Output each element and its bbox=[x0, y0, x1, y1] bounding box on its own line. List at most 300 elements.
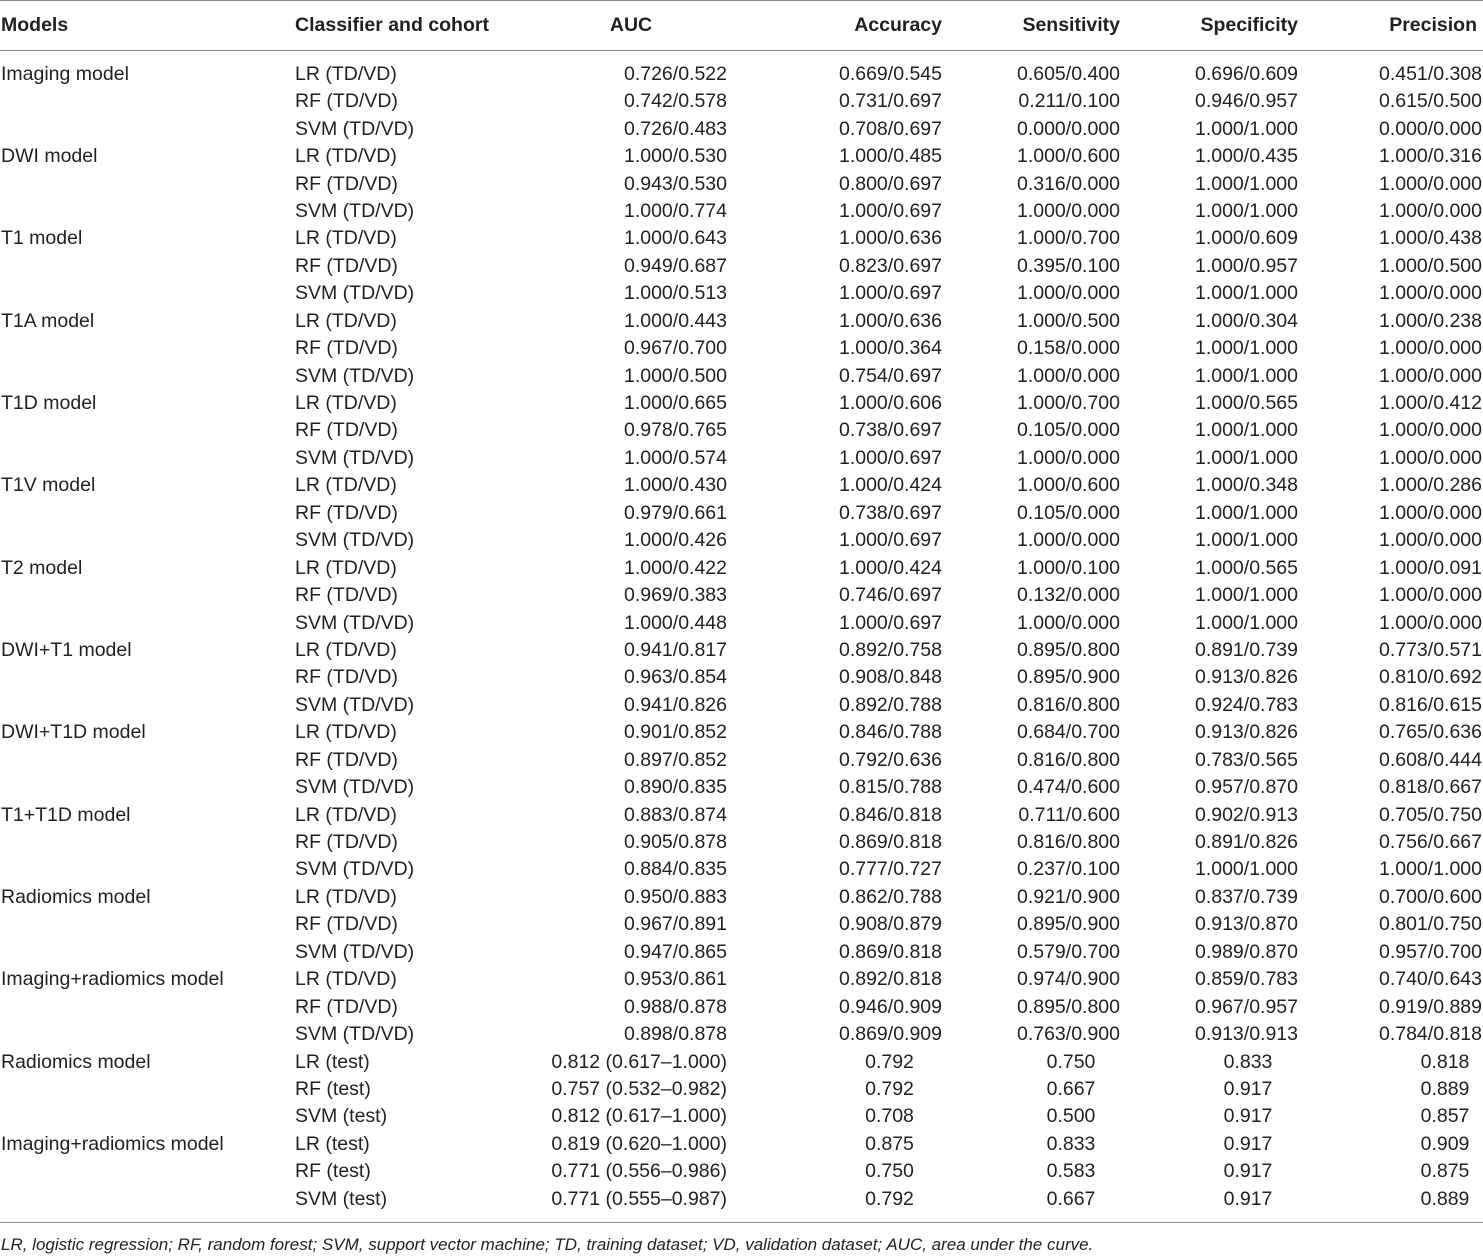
cell-classifier: SVM (test) bbox=[295, 1186, 517, 1223]
table-row bbox=[0, 170, 1483, 197]
cell-accuracy: 1.000/0.697 bbox=[838, 446, 942, 469]
header-classifier: Classifier and cohort bbox=[295, 1, 517, 51]
cell-specificity: 0.989/0.870 bbox=[1194, 940, 1298, 963]
cell-accuracy: 0.746/0.697 bbox=[838, 584, 942, 607]
cell-model: Imaging+radiomics model bbox=[1, 1132, 224, 1155]
cell-precision: 1.000/0.000 bbox=[1378, 172, 1482, 195]
cell-precision: 1.000/0.000 bbox=[1378, 501, 1482, 524]
cell-accuracy: 0.892/0.788 bbox=[838, 693, 942, 716]
table-row bbox=[0, 966, 1483, 993]
cell-sensitivity: 1.000/0.000 bbox=[1016, 446, 1120, 469]
cell-sensitivity: 1.000/0.600 bbox=[1016, 474, 1120, 497]
cell-sensitivity: 0.605/0.400 bbox=[1016, 63, 1120, 85]
table-row bbox=[0, 801, 1483, 828]
cell-precision: 0.615/0.500 bbox=[1378, 90, 1482, 113]
cell-specificity: 0.891/0.826 bbox=[1194, 831, 1298, 854]
cell-classifier: SVM (TD/VD) bbox=[295, 117, 415, 140]
cell-sensitivity: 0.579/0.700 bbox=[1016, 940, 1120, 963]
cell-model bbox=[0, 1158, 295, 1185]
cell-specificity: 0.917 bbox=[1223, 1160, 1273, 1183]
cell-precision: 1.000/0.238 bbox=[1378, 309, 1482, 332]
cell-sensitivity: 1.000/0.000 bbox=[1016, 364, 1120, 387]
table-row bbox=[0, 692, 1483, 719]
cell-specificity: 1.000/0.565 bbox=[1194, 392, 1298, 415]
cell-precision: 1.000/0.000 bbox=[1378, 199, 1482, 222]
table-row bbox=[0, 637, 1483, 664]
table-body bbox=[0, 51, 1483, 1223]
cell-sensitivity: 1.000/0.600 bbox=[1016, 145, 1120, 168]
cell-model bbox=[0, 1186, 295, 1223]
cell-auc: 1.000/0.448 bbox=[623, 611, 727, 634]
cell-classifier: SVM (TD/VD) bbox=[295, 529, 415, 552]
cell-precision: 0.700/0.600 bbox=[1378, 885, 1482, 908]
cell-classifier: RF (TD/VD) bbox=[295, 501, 398, 524]
cell-auc: 1.000/0.774 bbox=[623, 199, 727, 222]
table-row bbox=[0, 1048, 1483, 1075]
cell-model bbox=[0, 253, 295, 280]
header-precision: Precision bbox=[1298, 1, 1483, 51]
cell-specificity: 1.000/1.000 bbox=[1194, 337, 1298, 360]
cell-sensitivity: 0.750 bbox=[1046, 1050, 1096, 1073]
cell-specificity: 0.902/0.913 bbox=[1194, 803, 1298, 826]
table-row bbox=[0, 1076, 1483, 1103]
cell-classifier: LR (TD/VD) bbox=[295, 638, 397, 661]
cell-accuracy: 0.862/0.788 bbox=[838, 885, 942, 908]
cell-sensitivity: 0.763/0.900 bbox=[1016, 1023, 1120, 1046]
cell-specificity: 0.967/0.957 bbox=[1194, 995, 1298, 1018]
cell-sensitivity: 0.974/0.900 bbox=[1016, 968, 1120, 991]
cell-precision: 1.000/0.500 bbox=[1378, 254, 1482, 277]
cell-accuracy: 0.792/0.636 bbox=[838, 748, 942, 771]
table-row bbox=[0, 1158, 1483, 1185]
cell-auc: 0.941/0.826 bbox=[623, 693, 727, 716]
table-row bbox=[0, 719, 1483, 746]
cell-model: DWI+T1D model bbox=[1, 721, 146, 744]
cell-precision: 0.818 bbox=[1420, 1050, 1470, 1073]
table-row bbox=[0, 472, 1483, 499]
cell-specificity: 1.000/1.000 bbox=[1194, 858, 1298, 881]
cell-model bbox=[0, 664, 295, 691]
cell-model bbox=[0, 582, 295, 609]
cell-precision: 0.857 bbox=[1420, 1105, 1470, 1128]
cell-specificity: 1.000/1.000 bbox=[1194, 611, 1298, 634]
cell-accuracy: 1.000/0.636 bbox=[838, 227, 942, 250]
cell-classifier: RF (test) bbox=[295, 1077, 371, 1100]
cell-auc: 0.978/0.765 bbox=[623, 419, 727, 442]
cell-classifier: SVM (TD/VD) bbox=[295, 940, 415, 963]
cell-auc: 0.901/0.852 bbox=[623, 721, 727, 744]
cell-specificity: 0.957/0.870 bbox=[1194, 776, 1298, 799]
cell-model bbox=[0, 88, 295, 115]
cell-sensitivity: 1.000/0.000 bbox=[1016, 611, 1120, 634]
cell-auc: 0.812 (0.617–1.000) bbox=[551, 1050, 727, 1073]
cell-specificity: 1.000/1.000 bbox=[1194, 364, 1298, 387]
cell-sensitivity: 0.921/0.900 bbox=[1016, 885, 1120, 908]
cell-sensitivity: 0.500 bbox=[1046, 1105, 1096, 1128]
cell-precision: 0.919/0.889 bbox=[1378, 995, 1482, 1018]
table-row bbox=[0, 774, 1483, 801]
cell-classifier: LR (TD/VD) bbox=[295, 145, 397, 168]
cell-model: T1D model bbox=[1, 392, 97, 415]
cell-auc: 0.771 (0.556–0.986) bbox=[551, 1160, 727, 1183]
cell-auc: 0.943/0.530 bbox=[623, 172, 727, 195]
table-row bbox=[0, 445, 1483, 472]
cell-classifier: RF (test) bbox=[295, 1160, 371, 1183]
cell-specificity: 1.000/0.435 bbox=[1194, 145, 1298, 168]
cell-model bbox=[0, 609, 295, 636]
cell-auc: 0.757 (0.532–0.982) bbox=[551, 1077, 727, 1100]
cell-specificity: 1.000/1.000 bbox=[1194, 172, 1298, 195]
cell-model bbox=[0, 1021, 295, 1048]
cell-classifier: SVM (TD/VD) bbox=[295, 693, 415, 716]
cell-auc: 0.905/0.878 bbox=[623, 831, 727, 854]
cell-accuracy: 0.908/0.879 bbox=[838, 913, 942, 936]
cell-auc: 1.000/0.513 bbox=[623, 282, 727, 305]
cell-sensitivity: 1.000/0.000 bbox=[1016, 282, 1120, 305]
cell-accuracy: 0.892/0.818 bbox=[838, 968, 942, 991]
cell-sensitivity: 0.237/0.100 bbox=[1016, 858, 1120, 881]
cell-auc: 1.000/0.430 bbox=[623, 474, 727, 497]
cell-accuracy: 0.823/0.697 bbox=[838, 254, 942, 277]
cell-classifier: SVM (TD/VD) bbox=[295, 1023, 415, 1046]
cell-auc: 1.000/0.530 bbox=[623, 145, 727, 168]
cell-model: T1A model bbox=[1, 309, 95, 332]
cell-accuracy: 0.892/0.758 bbox=[838, 638, 942, 661]
cell-model bbox=[0, 335, 295, 362]
cell-specificity: 1.000/1.000 bbox=[1194, 529, 1298, 552]
cell-classifier: RF (TD/VD) bbox=[295, 254, 398, 277]
cell-specificity: 1.000/0.609 bbox=[1194, 227, 1298, 250]
cell-accuracy: 0.800/0.697 bbox=[838, 172, 942, 195]
cell-model: Radiomics model bbox=[1, 885, 151, 908]
table-row bbox=[0, 143, 1483, 170]
cell-precision: 0.740/0.643 bbox=[1378, 968, 1482, 991]
cell-auc: 1.000/0.426 bbox=[623, 529, 727, 552]
cell-precision: 0.784/0.818 bbox=[1378, 1023, 1482, 1046]
cell-accuracy: 0.708 bbox=[865, 1105, 914, 1128]
cell-specificity: 1.000/0.304 bbox=[1194, 309, 1298, 332]
cell-specificity: 1.000/0.348 bbox=[1194, 474, 1298, 497]
cell-sensitivity: 1.000/0.100 bbox=[1016, 556, 1120, 579]
cell-auc: 0.812 (0.617–1.000) bbox=[551, 1105, 727, 1128]
table-row bbox=[0, 115, 1483, 142]
cell-classifier: LR (TD/VD) bbox=[295, 392, 397, 415]
cell-accuracy: 1.000/0.697 bbox=[838, 199, 942, 222]
table-row bbox=[0, 51, 1483, 89]
cell-accuracy: 0.908/0.848 bbox=[838, 666, 942, 689]
cell-classifier: LR (TD/VD) bbox=[295, 474, 397, 497]
table-row bbox=[0, 253, 1483, 280]
cell-model bbox=[0, 747, 295, 774]
cell-precision: 1.000/0.000 bbox=[1378, 584, 1482, 607]
cell-precision: 1.000/0.000 bbox=[1378, 364, 1482, 387]
cell-precision: 0.957/0.700 bbox=[1378, 940, 1482, 963]
table-row bbox=[0, 911, 1483, 938]
table-row bbox=[0, 829, 1483, 856]
cell-classifier: SVM (TD/VD) bbox=[295, 282, 415, 305]
cell-specificity: 1.000/0.957 bbox=[1194, 254, 1298, 277]
cell-specificity: 0.913/0.913 bbox=[1194, 1023, 1298, 1046]
cell-accuracy: 1.000/0.424 bbox=[838, 474, 942, 497]
cell-model: T1 model bbox=[1, 227, 83, 250]
cell-classifier: LR (test) bbox=[295, 1132, 370, 1155]
cell-specificity: 0.917 bbox=[1223, 1077, 1273, 1100]
cell-precision: 0.756/0.667 bbox=[1378, 831, 1482, 854]
header-models: Models bbox=[0, 1, 295, 51]
cell-precision: 0.818/0.667 bbox=[1378, 776, 1482, 799]
cell-model: DWI model bbox=[1, 145, 98, 168]
cell-classifier: RF (TD/VD) bbox=[295, 995, 398, 1018]
cell-auc: 0.771 (0.555–0.987) bbox=[517, 1186, 727, 1223]
cell-precision: 0.705/0.750 bbox=[1378, 803, 1482, 826]
cell-precision: 1.000/0.000 bbox=[1378, 282, 1482, 305]
cell-classifier: LR (TD/VD) bbox=[295, 968, 397, 991]
table-row bbox=[0, 390, 1483, 417]
cell-sensitivity: 1.000/0.000 bbox=[1016, 529, 1120, 552]
cell-sensitivity: 0.132/0.000 bbox=[1016, 584, 1120, 607]
table-row bbox=[0, 362, 1483, 389]
cell-model bbox=[0, 198, 295, 225]
cell-classifier: LR (TD/VD) bbox=[295, 556, 397, 579]
cell-classifier: LR (TD/VD) bbox=[295, 63, 397, 85]
cell-accuracy: 0.731/0.697 bbox=[838, 90, 942, 113]
table-row bbox=[0, 554, 1483, 581]
table-row bbox=[0, 225, 1483, 252]
cell-model bbox=[0, 856, 295, 883]
cell-specificity: 1.000/1.000 bbox=[1194, 117, 1298, 140]
cell-auc: 0.897/0.852 bbox=[623, 748, 727, 771]
cell-precision: 0.801/0.750 bbox=[1378, 913, 1482, 936]
cell-accuracy: 1.000/0.697 bbox=[838, 529, 942, 552]
cell-model: Radiomics model bbox=[1, 1050, 151, 1073]
cell-accuracy: 0.738/0.697 bbox=[838, 501, 942, 524]
cell-classifier: LR (TD/VD) bbox=[295, 885, 397, 908]
cell-sensitivity: 0.684/0.700 bbox=[1016, 721, 1120, 744]
cell-auc: 0.819 (0.620–1.000) bbox=[551, 1132, 727, 1155]
cell-accuracy: 0.792 bbox=[865, 1077, 914, 1100]
cell-accuracy: 0.946/0.909 bbox=[838, 995, 942, 1018]
cell-precision: 1.000/0.412 bbox=[1378, 392, 1482, 415]
cell-auc: 0.726/0.483 bbox=[623, 117, 727, 140]
cell-sensitivity: 0.895/0.800 bbox=[1016, 638, 1120, 661]
table-row bbox=[0, 993, 1483, 1020]
header-row bbox=[0, 1, 1483, 51]
table-row bbox=[0, 884, 1483, 911]
cell-specificity: 1.000/1.000 bbox=[1194, 282, 1298, 305]
cell-accuracy: 0.875 bbox=[865, 1132, 914, 1155]
cell-sensitivity: 0.667 bbox=[1046, 1077, 1096, 1100]
cell-auc: 1.000/0.643 bbox=[623, 227, 727, 250]
cell-precision: 0.816/0.615 bbox=[1378, 693, 1482, 716]
cell-precision: 1.000/0.000 bbox=[1378, 419, 1482, 442]
cell-classifier: SVM (TD/VD) bbox=[295, 611, 415, 634]
cell-sensitivity: 0.211/0.100 bbox=[1018, 90, 1120, 113]
table-row bbox=[0, 527, 1483, 554]
cell-accuracy: 0.738/0.697 bbox=[838, 419, 942, 442]
cell-sensitivity: 0.667 bbox=[942, 1186, 1120, 1223]
cell-classifier: RF (TD/VD) bbox=[295, 172, 398, 195]
cell-model: Imaging model bbox=[1, 63, 129, 85]
cell-precision: 0.889 bbox=[1298, 1186, 1483, 1223]
table-row bbox=[0, 747, 1483, 774]
cell-model bbox=[0, 417, 295, 444]
cell-accuracy: 1.000/0.364 bbox=[838, 337, 942, 360]
table-row bbox=[0, 856, 1483, 883]
cell-precision: 0.451/0.308 bbox=[1378, 63, 1482, 85]
cell-accuracy: 0.750 bbox=[865, 1160, 914, 1183]
cell-sensitivity: 0.833 bbox=[1046, 1132, 1096, 1155]
cell-specificity: 0.783/0.565 bbox=[1194, 748, 1298, 771]
cell-specificity: 0.837/0.739 bbox=[1194, 885, 1298, 908]
cell-auc: 0.898/0.878 bbox=[623, 1023, 727, 1046]
table-row bbox=[0, 335, 1483, 362]
cell-model bbox=[0, 445, 295, 472]
table-footnote: LR, logistic regression; RF, random forest; SVM, support vector machine; TD, training dataset; VD, validation dataset; AUC, area under the curve. bbox=[1, 1235, 1094, 1254]
table-row bbox=[0, 88, 1483, 115]
cell-classifier: SVM (TD/VD) bbox=[295, 776, 415, 799]
cell-precision: 0.765/0.636 bbox=[1378, 721, 1482, 744]
cell-auc: 0.949/0.687 bbox=[623, 254, 727, 277]
cell-classifier: LR (TD/VD) bbox=[295, 227, 397, 250]
cell-model bbox=[0, 115, 295, 142]
cell-accuracy: 1.000/0.606 bbox=[838, 392, 942, 415]
cell-classifier: RF (TD/VD) bbox=[295, 419, 398, 442]
cell-sensitivity: 0.816/0.800 bbox=[1016, 831, 1120, 854]
cell-model: T1V model bbox=[1, 474, 96, 497]
table-row bbox=[0, 939, 1483, 966]
cell-model: DWI+T1 model bbox=[1, 638, 132, 661]
cell-model bbox=[0, 280, 295, 307]
cell-sensitivity: 1.000/0.700 bbox=[1016, 392, 1120, 415]
cell-specificity: 1.000/1.000 bbox=[1194, 199, 1298, 222]
cell-specificity: 0.891/0.739 bbox=[1194, 638, 1298, 661]
table-row bbox=[0, 1021, 1483, 1048]
cell-classifier: RF (TD/VD) bbox=[295, 337, 398, 360]
cell-model bbox=[0, 939, 295, 966]
table-header bbox=[0, 1, 1483, 51]
cell-classifier: LR (test) bbox=[295, 1050, 370, 1073]
cell-precision: 0.875 bbox=[1420, 1160, 1470, 1183]
cell-specificity: 0.859/0.783 bbox=[1194, 968, 1298, 991]
table-row bbox=[0, 609, 1483, 636]
cell-precision: 1.000/0.000 bbox=[1378, 337, 1482, 360]
cell-accuracy: 1.000/0.636 bbox=[838, 309, 942, 332]
cell-model bbox=[0, 911, 295, 938]
cell-classifier: RF (TD/VD) bbox=[295, 666, 398, 689]
cell-accuracy: 0.754/0.697 bbox=[838, 364, 942, 387]
table-row bbox=[0, 198, 1483, 225]
cell-auc: 1.000/0.422 bbox=[623, 556, 727, 579]
cell-accuracy: 0.669/0.545 bbox=[838, 63, 942, 85]
cell-classifier: RF (TD/VD) bbox=[295, 90, 398, 113]
cell-accuracy: 0.869/0.909 bbox=[838, 1023, 942, 1046]
cell-model bbox=[0, 500, 295, 527]
cell-model bbox=[0, 527, 295, 554]
cell-specificity: 0.913/0.870 bbox=[1194, 913, 1298, 936]
cell-accuracy: 0.777/0.727 bbox=[838, 858, 942, 881]
cell-model: T1+T1D model bbox=[1, 803, 131, 826]
cell-precision: 1.000/0.000 bbox=[1378, 529, 1482, 552]
cell-precision: 1.000/0.091 bbox=[1378, 556, 1482, 579]
cell-model bbox=[0, 1103, 295, 1130]
table-row bbox=[0, 1103, 1483, 1130]
cell-classifier: LR (TD/VD) bbox=[295, 721, 397, 744]
cell-model bbox=[0, 993, 295, 1020]
cell-sensitivity: 0.895/0.900 bbox=[1016, 913, 1120, 936]
cell-accuracy: 0.792 bbox=[865, 1050, 914, 1073]
cell-sensitivity: 0.395/0.100 bbox=[1016, 254, 1120, 277]
cell-sensitivity: 0.711/0.600 bbox=[1018, 803, 1120, 826]
cell-specificity: 0.696/0.609 bbox=[1194, 63, 1298, 85]
cell-auc: 0.947/0.865 bbox=[623, 940, 727, 963]
cell-auc: 0.941/0.817 bbox=[623, 638, 727, 661]
header-sensitivity: Sensitivity bbox=[942, 1, 1120, 51]
cell-sensitivity: 1.000/0.000 bbox=[1016, 199, 1120, 222]
cell-auc: 0.953/0.861 bbox=[623, 968, 727, 991]
cell-auc: 1.000/0.443 bbox=[623, 309, 727, 332]
cell-specificity: 1.000/1.000 bbox=[1194, 419, 1298, 442]
cell-model bbox=[0, 1076, 295, 1103]
cell-precision: 0.909 bbox=[1420, 1132, 1470, 1155]
cell-specificity: 1.000/0.565 bbox=[1194, 556, 1298, 579]
cell-auc: 1.000/0.500 bbox=[623, 364, 727, 387]
table-row bbox=[0, 664, 1483, 691]
table-row bbox=[0, 417, 1483, 444]
table-row bbox=[0, 1131, 1483, 1158]
cell-auc: 0.890/0.835 bbox=[623, 776, 727, 799]
cell-auc: 0.950/0.883 bbox=[623, 885, 727, 908]
cell-classifier: LR (TD/VD) bbox=[295, 803, 397, 826]
cell-specificity: 0.917 bbox=[1120, 1186, 1298, 1223]
cell-specificity: 1.000/1.000 bbox=[1194, 501, 1298, 524]
cell-sensitivity: 0.105/0.000 bbox=[1016, 419, 1120, 442]
cell-sensitivity: 0.816/0.800 bbox=[1016, 748, 1120, 771]
header-specificity: Specificity bbox=[1120, 1, 1298, 51]
cell-auc: 1.000/0.665 bbox=[623, 392, 727, 415]
cell-auc: 1.000/0.574 bbox=[623, 446, 727, 469]
cell-auc: 0.883/0.874 bbox=[623, 803, 727, 826]
cell-sensitivity: 1.000/0.700 bbox=[1016, 227, 1120, 250]
cell-classifier: SVM (TD/VD) bbox=[295, 858, 415, 881]
cell-precision: 0.608/0.444 bbox=[1378, 748, 1482, 771]
cell-accuracy: 0.815/0.788 bbox=[838, 776, 942, 799]
cell-model bbox=[0, 170, 295, 197]
cell-accuracy: 1.000/0.424 bbox=[838, 556, 942, 579]
cell-specificity: 0.917 bbox=[1223, 1132, 1273, 1155]
cell-specificity: 0.913/0.826 bbox=[1194, 721, 1298, 744]
cell-precision: 0.810/0.692 bbox=[1378, 666, 1482, 689]
cell-precision: 0.773/0.571 bbox=[1378, 638, 1482, 661]
cell-classifier: SVM (TD/VD) bbox=[295, 446, 415, 469]
cell-sensitivity: 0.474/0.600 bbox=[1016, 776, 1120, 799]
cell-auc: 0.988/0.878 bbox=[623, 995, 727, 1018]
cell-auc: 0.963/0.854 bbox=[623, 666, 727, 689]
cell-precision: 1.000/1.000 bbox=[1378, 858, 1482, 881]
cell-accuracy: 1.000/0.697 bbox=[838, 282, 942, 305]
cell-sensitivity: 0.316/0.000 bbox=[1016, 172, 1120, 195]
table-row bbox=[0, 500, 1483, 527]
cell-classifier: RF (TD/VD) bbox=[295, 748, 398, 771]
cell-specificity: 1.000/1.000 bbox=[1194, 446, 1298, 469]
cell-specificity: 1.000/1.000 bbox=[1194, 584, 1298, 607]
cell-sensitivity: 0.895/0.900 bbox=[1016, 666, 1120, 689]
cell-model: Imaging+radiomics model bbox=[1, 968, 224, 991]
cell-model bbox=[0, 774, 295, 801]
cell-classifier: RF (TD/VD) bbox=[295, 831, 398, 854]
cell-accuracy: 1.000/0.485 bbox=[838, 145, 942, 168]
cell-specificity: 0.833 bbox=[1223, 1050, 1273, 1073]
cell-accuracy: 1.000/0.697 bbox=[838, 611, 942, 634]
